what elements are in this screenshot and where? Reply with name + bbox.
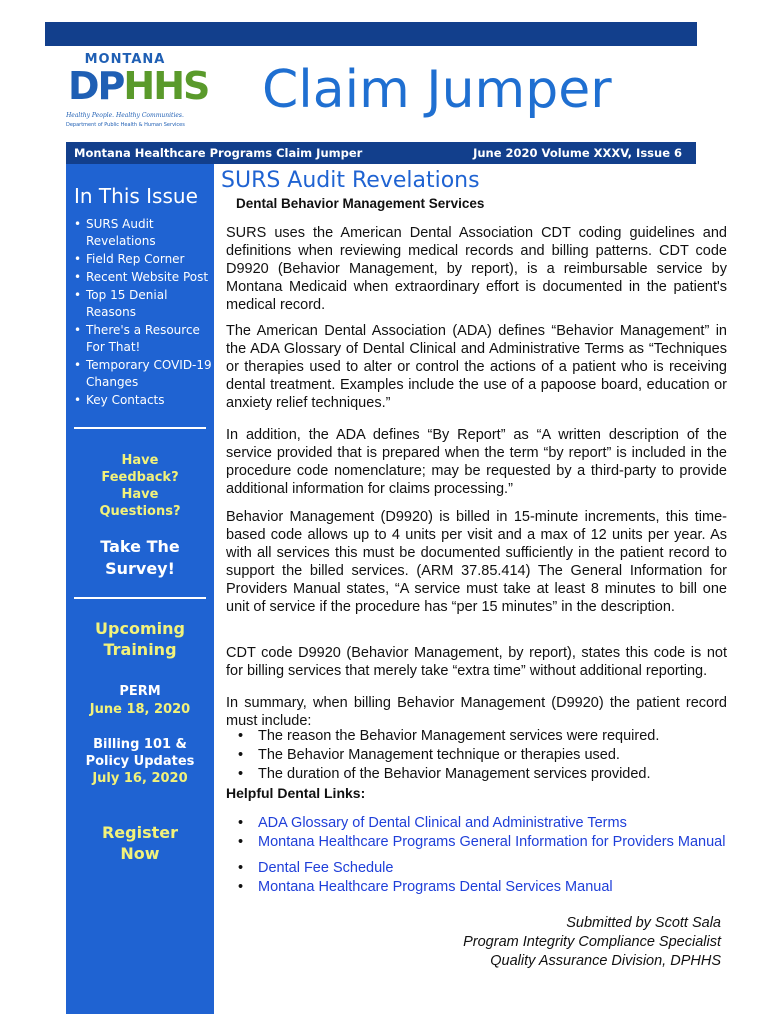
toc-item[interactable]: • SURS Audit Revelations — [72, 216, 214, 250]
table-of-contents — [72, 216, 214, 410]
paragraph: In summary, when billing Behavior Management (D9920) the patient record must include: — [226, 695, 727, 729]
list-item: • The duration of the Behavior Management services provided. — [232, 765, 659, 784]
dphhs-logo — [66, 52, 209, 130]
logo-state-text: MONTANA — [84, 52, 166, 67]
billing-training: Billing 101 & Policy Updates July 16, 2020 — [85, 737, 195, 786]
article-title: SURS Audit Revelations — [221, 168, 480, 193]
paragraph: SURS uses the American Dental Association CDT coding guidelines and definitions when reviewing medical records and billing patterns. CDT code D9920 (Behavior Management, by report), is a reimbursable service by Montana Medicaid when extraordinary effort is documented in the patient's medical record. — [226, 225, 727, 313]
logo-department: Department of Public Health & Human Services — [66, 122, 185, 128]
requirements-list — [232, 727, 659, 784]
paragraph: Behavior Management (D9920) is billed in 15-minute increments, this time-based code allows up to 4 units per visit and a max of 12 units per year. As with all services this must be documented sufficiently in the patient record to support the billed services. (ARM 37.85.414) The General Information for Providers Manual states, “A service must take at least 8 minutes to bill one unit of service if the procedure has “per 15 minutes” in the description. — [226, 509, 727, 615]
list-item: • The Behavior Management technique or therapies used. — [232, 746, 659, 765]
publication-name: Montana Healthcare Programs Claim Jumper — [74, 146, 363, 160]
paragraph: The American Dental Association (ADA) defines “Behavior Management” in the ADA Glossary of Dental Clinical and Administrative Terms as “Techniques or therapies used to alter or control the actions of a patient who is receiving dental treatment. Examples include the use of a papoose board, education or anxiety relief techniques.” — [226, 323, 727, 411]
take-survey-link[interactable]: Take The Survey! — [100, 537, 180, 578]
newsletter-title: Claim Jumper — [262, 60, 612, 120]
register-now-link[interactable]: Register Now — [101, 823, 179, 863]
sidebar-divider — [74, 597, 206, 599]
toc-item[interactable]: • Recent Website Post — [72, 269, 214, 286]
toc-item[interactable]: • Field Rep Corner — [72, 251, 214, 268]
feedback-text: Have Feedback? Have Questions? — [99, 453, 181, 519]
link-dental-manual[interactable]: • Montana Healthcare Programs Dental Services Manual — [232, 878, 613, 897]
article-subtitle: Dental Behavior Management Services — [236, 196, 485, 211]
toc-item[interactable]: • There's a Resource For That! — [72, 322, 214, 356]
toc-item[interactable]: • Temporary COVID-19 Changes — [72, 357, 214, 391]
sidebar — [66, 164, 214, 1014]
links-heading: Helpful Dental Links: — [226, 785, 366, 801]
top-color-bar — [45, 22, 697, 46]
toc-item[interactable]: • Top 15 Denial Reasons — [72, 287, 214, 321]
list-item: • The reason the Behavior Management services were required. — [232, 727, 659, 746]
logo-wordmark: DPHHS — [68, 64, 209, 108]
paragraph: CDT code D9920 (Behavior Management, by report), states this code is not for billing services that merely take “extra time” without additional reporting. — [226, 645, 727, 679]
perm-training: PERM June 18, 2020 — [89, 684, 191, 717]
link-ada-glossary[interactable]: • ADA Glossary of Dental Clinical and Administrative Terms — [232, 814, 725, 833]
author-signature: Submitted by Scott Sala Program Integrity Compliance Specialist Quality Assurance Division, DPHHS — [463, 915, 721, 969]
dental-links — [232, 814, 725, 852]
upcoming-training-heading: Upcoming Training — [95, 619, 185, 659]
header-band — [66, 142, 696, 164]
paragraph: In addition, the ADA defines “By Report” as “A written description of the service provided that is prepared when the term “by report” is included in the procedure code nomenclature; may be requested by a third-party to provide additional information for claims processing.” — [226, 427, 727, 497]
dental-links — [232, 859, 613, 897]
link-fee-schedule[interactable]: • Dental Fee Schedule — [232, 859, 613, 878]
link-provider-manual[interactable]: • Montana Healthcare Programs General Information for Providers Manual — [232, 833, 725, 852]
sidebar-divider — [74, 427, 206, 429]
logo-tagline: Healthy People. Healthy Communities. — [66, 112, 184, 119]
sidebar-heading: In This Issue — [74, 184, 198, 208]
issue-info: June 2020 Volume XXXV, Issue 6 — [473, 146, 682, 160]
toc-item[interactable]: • Key Contacts — [72, 392, 214, 409]
